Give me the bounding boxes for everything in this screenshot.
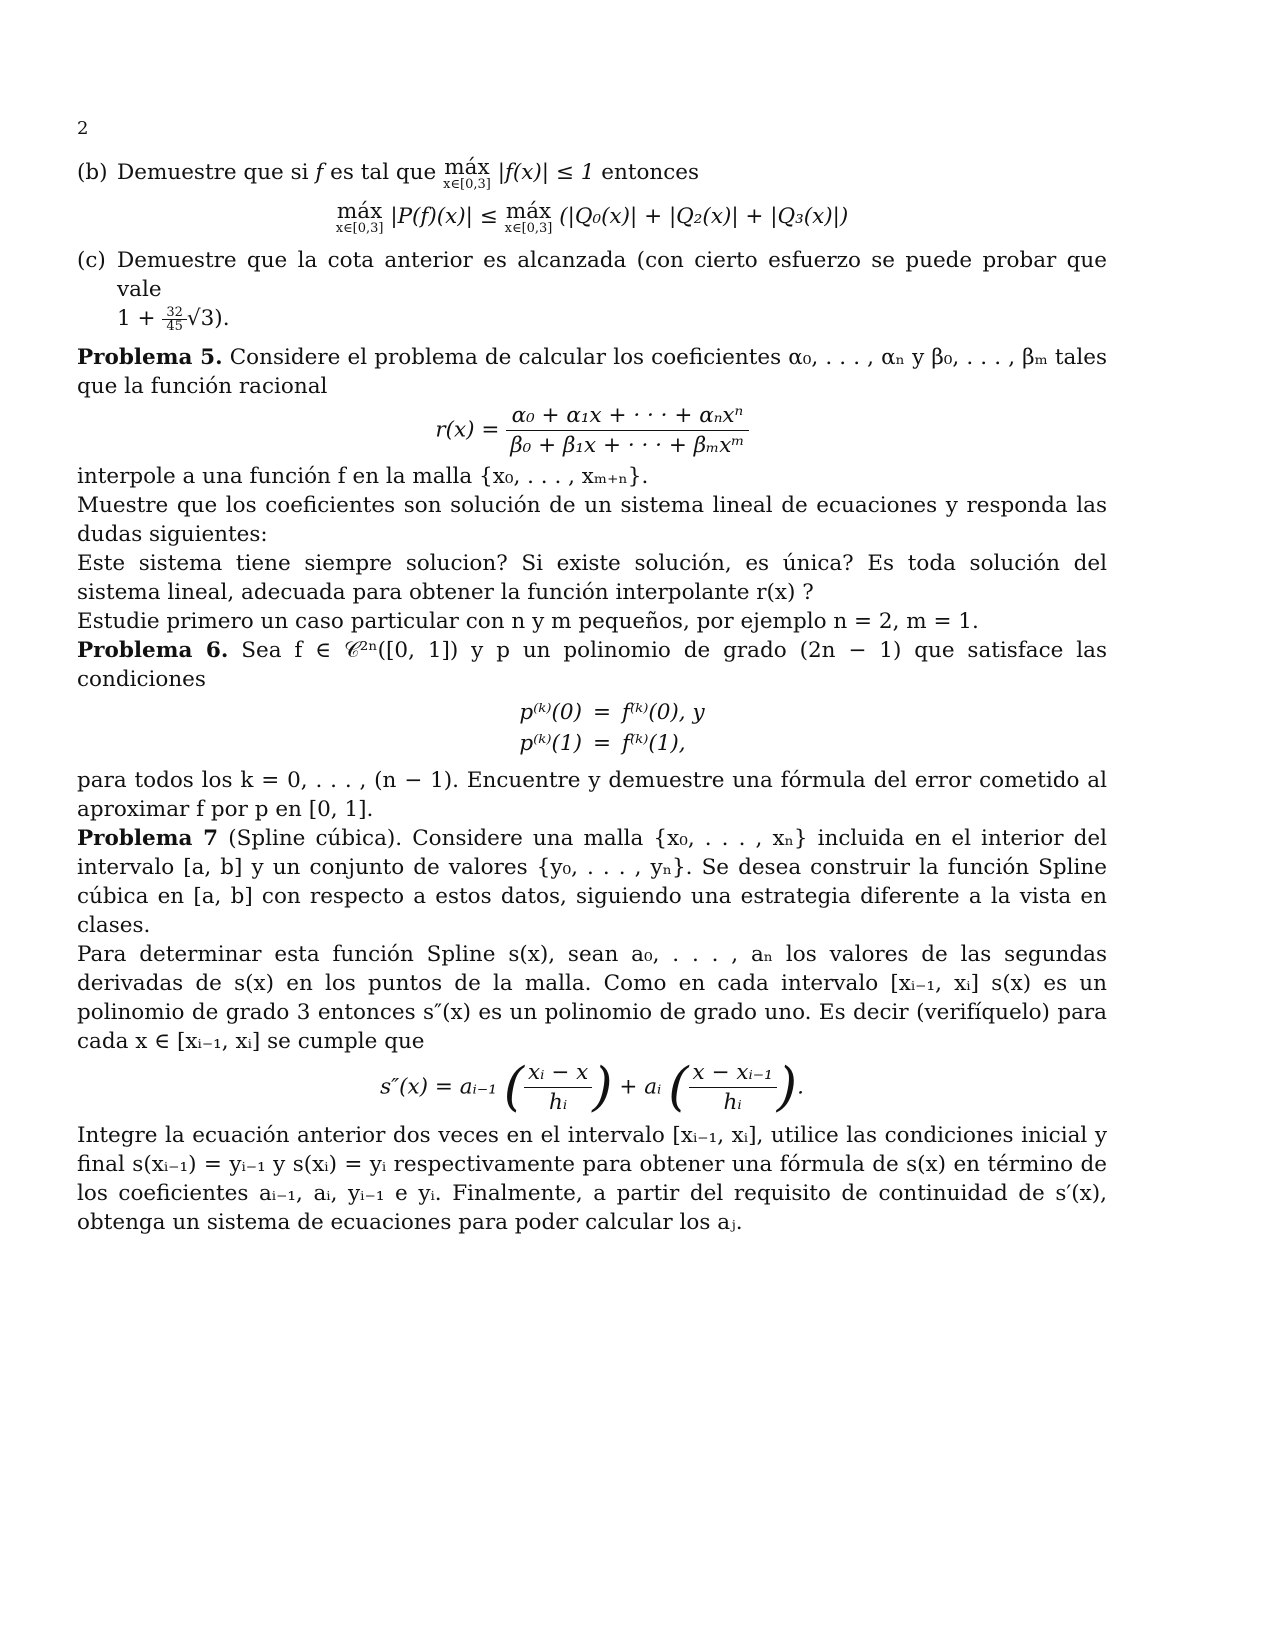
part-b — [77, 155, 1107, 192]
page-number: 2 — [77, 118, 89, 139]
rx-lhs: r(x) = — [435, 417, 500, 443]
cond1-left: p⁽ᵏ⁾(0) — [519, 700, 582, 725]
cond2-left: p⁽ᵏ⁾(1) — [519, 731, 582, 756]
part-c-text: Demuestre que la cota anterior es alcanzada (con cierto esfuerzo se puede probar que vale — [117, 248, 1107, 302]
part-b-text-mid: es tal que — [323, 160, 444, 185]
part-c-label: (c) — [77, 248, 106, 273]
document-body — [77, 155, 1107, 1237]
cond1-right: f⁽ᵏ⁾(0), y — [621, 700, 705, 725]
part-c-fraction — [162, 306, 187, 333]
spline-eq-mid: + aᵢ — [619, 1074, 662, 1100]
part-c — [77, 246, 1107, 333]
display-left-expr: |P(f)(x)| ≤ — [390, 204, 498, 229]
spline-frac-2 — [689, 1058, 777, 1117]
cond2-eq: = — [592, 731, 611, 756]
problema5-rational-function — [77, 401, 1107, 460]
part-b-f: f — [315, 160, 324, 185]
cond1-eq: = — [592, 700, 611, 725]
problema5-after: interpole a una función f en la malla {x₀, . . . , xₘ₊ₙ}. — [77, 464, 649, 489]
spline-eq-lhs: s″(x) = aᵢ₋₁ — [380, 1074, 497, 1100]
problema7-paragraph-1: Para determinar esta función Spline s(x), sean a₀, . . . , aₙ los valores de las segundas derivadas de s(x) en los puntos de la malla. Como en cada intervalo [xᵢ₋₁, xᵢ] s(x) es un polinomio de grado 3 entonces s″(x) es un polinomio de grado uno. Es decir (verifíquelo) para cada x ∈ [xᵢ₋₁, xᵢ] se cumple que — [77, 942, 1107, 1054]
spline-eq-end: . — [797, 1074, 804, 1100]
problema6-intro-text: Sea f ∈ 𝒞²ⁿ([0, 1]) y p un polinomio de grado (2n − 1) que satisface las condiciones — [77, 638, 1107, 692]
frac-num: 32 — [162, 306, 187, 320]
paren-close-2: ) — [776, 1057, 798, 1118]
problema6-conditions — [117, 698, 1107, 758]
problema5-paragraph-2: Este sistema tiene siempre solucion? Si existe solución, es única? Es toda solución del sistema lineal, adecuada para obtener la función interpolante r(x) ? — [77, 551, 1107, 605]
problema7-title: Problema 7 — [77, 826, 219, 851]
part-b-display-equation — [77, 199, 1107, 236]
problema5-intro-text: Considere el problema de calcular los coeficientes α₀, . . . , αₙ y β₀, . . . , βₘ tales que la función racional — [77, 345, 1107, 399]
display-right-expr: (|Q₀(x)| + |Q₂(x)| + |Q₃(x)|) — [559, 204, 849, 229]
spline-frac-1 — [524, 1058, 592, 1117]
display-max-left — [335, 199, 384, 236]
part-c-expr-suffix: √3). — [186, 306, 230, 331]
problema7-second-derivative-equation — [77, 1058, 1107, 1117]
rx-numerator: α₀ + α₁x + · · · + αₙxⁿ — [506, 401, 748, 431]
problema7-paragraph-2: Integre la ecuación anterior dos veces en el intervalo [xᵢ₋₁, xᵢ], utilice las condiciones inicial y final s(xᵢ₋₁) = yᵢ₋₁ y s(xᵢ) = yᵢ respectivamente para obtener una fórmula de s(x) en término de los coeficientes aᵢ₋₁, aᵢ, yᵢ₋₁ e yᵢ. Finalmente, a partir del requisito de continuidad de s′(x), obtenga un sistema de ecuaciones para poder calcular los aⱼ. — [77, 1123, 1107, 1235]
paren-open-2: ( — [668, 1057, 689, 1118]
problema6-intro — [77, 636, 1107, 694]
rx-fraction — [506, 401, 748, 460]
problema5-intro — [77, 343, 1107, 401]
max-word: máx — [336, 199, 383, 224]
problema7-subtitle: (Spline cúbica). — [228, 826, 403, 851]
problema5-title: Problema 5. — [77, 345, 223, 370]
frac-den: 45 — [166, 318, 183, 334]
part-b-text-after: entonces — [594, 160, 700, 185]
problema5-paragraph-3: Estudie primero un caso particular con n y m pequeños, por ejemplo n = 2, m = 1. — [77, 609, 979, 634]
frac1-num: xᵢ − x — [524, 1058, 592, 1088]
problema7-intro — [77, 824, 1107, 940]
paren-open-1: ( — [503, 1057, 524, 1118]
part-b-text-before: Demuestre que si — [117, 160, 316, 185]
max-under: x∈[0,3] — [335, 221, 384, 236]
frac1-den: hᵢ — [549, 1090, 568, 1115]
problema6-title: Problema 6. — [77, 638, 229, 663]
problema7-intro-text: Considere una malla {x₀, . . . , xₙ} incluida en el interior del intervalo [a, b] y un conjunto de valores {y₀, . . . , yₙ}. Se desea construir la función Spline cúbica en [a, b] con respecto a estos datos, siguiendo una estrategia diferente a la vista en clases. — [77, 826, 1107, 938]
max-under: x∈[0,3] — [443, 177, 491, 192]
display-max-right — [504, 199, 553, 236]
paren-close-1: ) — [592, 1057, 613, 1118]
part-b-max-operator — [443, 155, 491, 192]
part-b-label: (b) — [77, 160, 108, 185]
cond2-right: f⁽ᵏ⁾(1), — [621, 731, 686, 756]
part-c-expr-prefix: 1 + — [117, 306, 156, 331]
problema5-paragraph-1: Muestre que los coeficientes son solución de un sistema lineal de ecuaciones y responda las dudas siguientes: — [77, 493, 1107, 547]
problema6-after: para todos los k = 0, . . . , (n − 1). Encuentre y demuestre una fórmula del error cometido al aproximar f por p en [0, 1]. — [77, 768, 1107, 822]
frac2-num: x − xᵢ₋₁ — [689, 1058, 777, 1088]
part-b-abs-expr: |f(x)| ≤ 1 — [497, 160, 595, 185]
rx-denominator: β₀ + β₁x + · · · + βₘxᵐ — [510, 433, 745, 458]
frac2-den: hᵢ — [723, 1090, 742, 1115]
max-word: máx — [444, 155, 490, 180]
part-b-statement — [117, 155, 1107, 192]
max-under: x∈[0,3] — [504, 221, 553, 236]
max-word: máx — [505, 199, 552, 224]
